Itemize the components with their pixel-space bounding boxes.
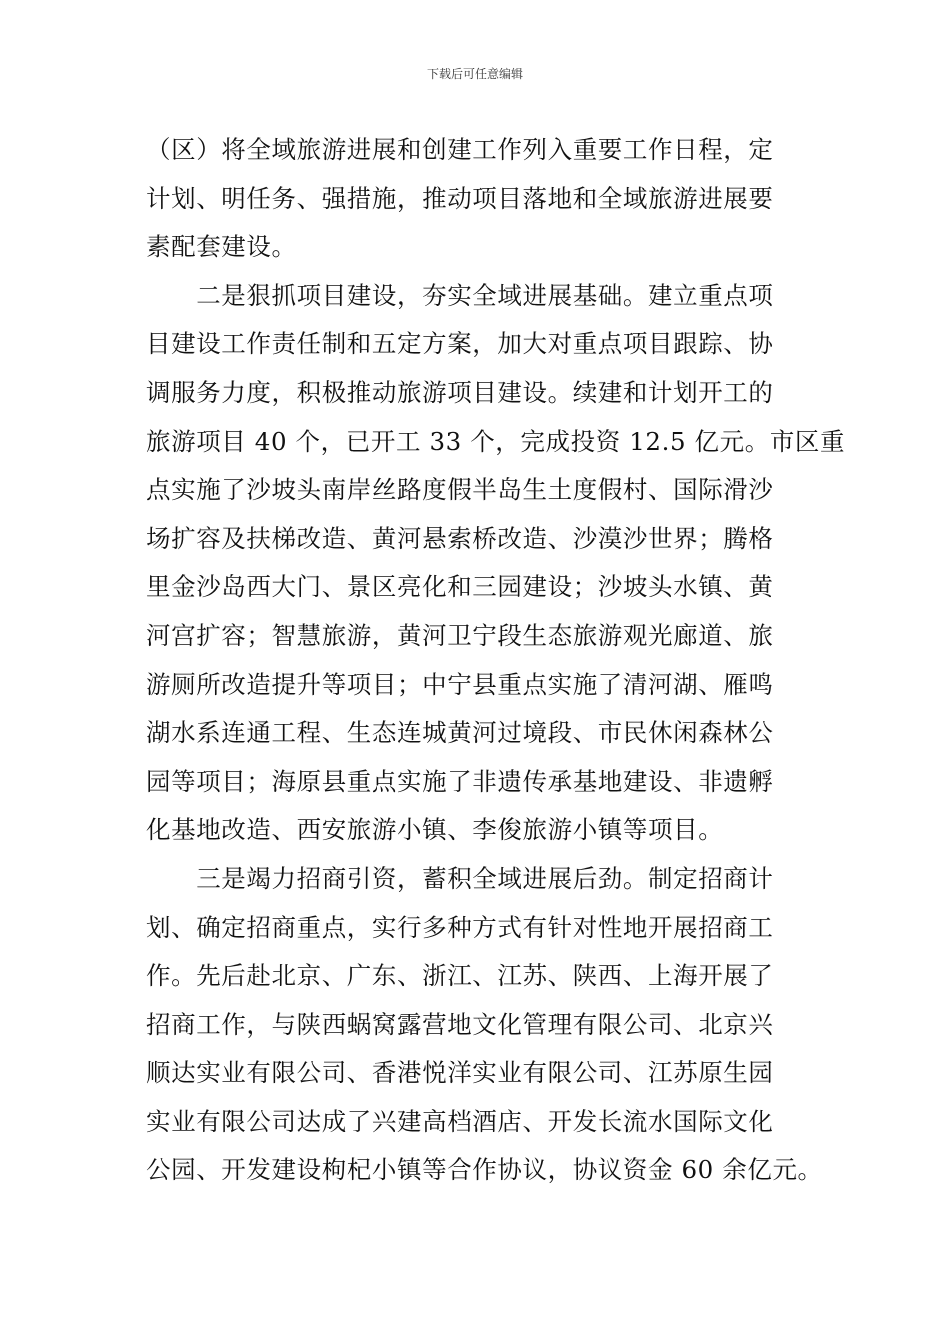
- text-line: 园等项目；海原县重点实施了非遗传承基地建设、非遗孵: [146, 766, 774, 796]
- text-line: 顺达实业有限公司、香港悦洋实业有限公司、江苏原生园: [146, 1058, 774, 1088]
- text-line: 作。先后赴北京、广东、浙江、江苏、陕西、上海开展了: [146, 961, 774, 991]
- text-line: 场扩容及扶梯改造、黄河悬索桥改造、沙漠沙世界；腾格: [146, 523, 774, 553]
- text-line: 素配套建设。: [146, 232, 297, 262]
- text-line: （区）将全域旅游进展和创建工作列入重要工作日程，定: [146, 135, 774, 164]
- text-line: 化基地改造、西安旅游小镇、李俊旅游小镇等项目。: [146, 815, 724, 845]
- text-line: 游厕所改造提升等项目；中宁县重点实施了清河湖、雁鸣: [146, 669, 774, 699]
- text-line: 旅游项目 40 个，已开工 33 个，完成投资 12.5 亿元。市区重: [146, 426, 846, 456]
- text-line: 点实施了沙坡头南岸丝路度假半岛生土度假村、国际滑沙: [146, 475, 774, 505]
- text-line: 调服务力度，积极推动旅游项目建设。续建和计划开工的: [146, 377, 774, 407]
- text-line: 里金沙岛西大门、景区亮化和三园建设；沙坡头水镇、黄: [146, 572, 774, 602]
- text-line: 计划、明任务、强措施，推动项目落地和全域旅游进展要: [146, 183, 774, 213]
- page-header: 下载后可任意编辑: [426, 67, 523, 81]
- text-line: 实业有限公司达成了兴建高档酒店、开发长流水国际文化: [146, 1106, 774, 1136]
- text-line: 招商工作，与陕西蜗窝露营地文化管理有限公司、北京兴: [146, 1009, 774, 1039]
- text-line: 湖水系连通工程、生态连城黄河过境段、市民休闲森林公: [146, 718, 774, 748]
- text-line: 二是狠抓项目建设，夯实全域进展基础。建立重点项: [146, 280, 774, 310]
- text-line: 目建设工作责任制和五定方案，加大对重点项目跟踪、协: [146, 329, 774, 359]
- body-text: [146, 126, 846, 1195]
- text-line: 划、确定招商重点，实行多种方式有针对性地开展招商工: [146, 912, 774, 942]
- text-line: 三是竭力招商引资，蓄积全域进展后劲。制定招商计: [146, 863, 774, 893]
- text-line: 公园、开发建设枸杞小镇等合作协议，协议资金 60 余亿元。: [146, 1155, 823, 1185]
- text-line: 河宫扩容；智慧旅游，黄河卫宁段生态旅游观光廊道、旅: [146, 620, 774, 650]
